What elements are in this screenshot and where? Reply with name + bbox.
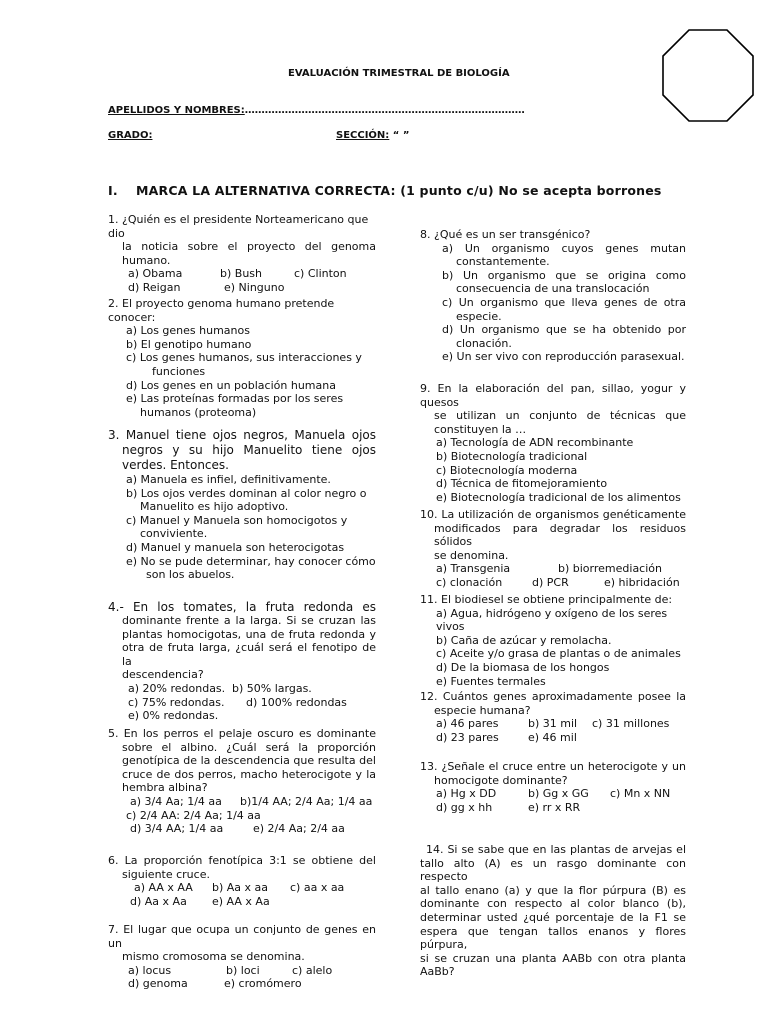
option-b: b) Caña de azúcar y remolacha. [436, 633, 612, 647]
question-stem: mismo cromosoma se denomina. [122, 950, 305, 964]
option-d: d) Técnica de fitomejoramiento [436, 477, 608, 491]
option-d: d) De la biomasa de los hongos [436, 660, 610, 674]
option-d: d) PCR [532, 575, 569, 589]
question-10 [420, 508, 686, 590]
question-stem: plantas homocigotas, una de fruta redonda y [122, 627, 376, 641]
question-stem: 10. La utilización de organismos genéticamente [420, 508, 686, 521]
question-stem: siguiente cruce. [122, 867, 210, 881]
option-c: c) 2/4 AA: 2/4 Aa; 1/4 aa [126, 808, 261, 822]
option-c: c) Mn x NN [610, 787, 671, 801]
question-9 [420, 382, 686, 504]
option-e: e) 46 mil [528, 730, 577, 744]
option-a: a) AA x AA [134, 881, 193, 895]
question-stem: humano. [122, 253, 171, 267]
option-e: e) AA x Aa [212, 894, 270, 908]
question-stem: cruce de dos perros, macho heterocigote y la [122, 767, 376, 781]
option-d: d) 100% redondas [246, 695, 347, 709]
name-line: ………………………………………………………………………… [244, 105, 525, 116]
question-stem: se denomina. [434, 548, 509, 562]
option-e: e) Ninguno [224, 280, 285, 294]
option-c: c) 31 millones [592, 717, 670, 731]
option-b: b) 50% largas. [232, 681, 312, 695]
option-c-cont: conviviente. [140, 527, 208, 541]
question-stem: 2. El proyecto genoma humano pretende conocer: [108, 297, 335, 324]
option-d: d) Aa x Aa [130, 894, 187, 908]
option-b: b) Un organismo que se origina como [442, 268, 686, 282]
option-c: c) 75% redondas. [128, 695, 225, 709]
question-text: determinar usted ¿qué porcentaje de la F1 se [420, 910, 686, 924]
section-title: MARCA LA ALTERNATIVA CORRECTA: (1 punto c/u) No se acepta borrones [136, 183, 662, 198]
question-stem: 5. En los perros el pelaje oscuro es dominante [108, 727, 376, 740]
option-b-cont: consecuencia de una translocación [456, 282, 650, 296]
option-a-cont: constantemente. [456, 255, 550, 269]
option-d: d) Manuel y manuela son heterocigotas [126, 540, 345, 554]
question-stem: 1. ¿Quién es el presidente Norteamericano que dio [108, 213, 369, 240]
question-text: dominante con respecto al color blanco (b), [420, 897, 686, 911]
grade-label: GRADO: [108, 130, 153, 141]
question-stem: verdes. Entonces. [122, 458, 229, 472]
question-1 [108, 213, 376, 295]
option-d: d) Un organismo que se ha obtenido por [442, 323, 686, 337]
option-c: c) Manuel y Manuela son homocigotos y [126, 513, 348, 527]
section-number: I. [108, 183, 118, 198]
question-text: tallo alto (A) es un rasgo dominante con respecto [420, 856, 686, 884]
option-c-cont: especie. [456, 309, 502, 323]
option-b: b) biorremediación [558, 562, 662, 576]
option-b: b)1/4 AA; 2/4 Aa; 1/4 aa [240, 794, 373, 808]
question-stem: 12. Cuántos genes aproximadamente posee la [420, 690, 686, 703]
option-b: b) loci [226, 963, 260, 977]
option-a: a) 46 pares [436, 717, 499, 731]
question-stem: dominante frente a la larga. Si se cruzan las [122, 614, 376, 627]
question-stem: especie humana? [434, 703, 531, 717]
option-a: a) 20% redondas. [128, 681, 226, 695]
question-stem: descendencia? [122, 668, 204, 682]
question-stem: 9. En la elaboración del pan, sillao, yogur y quesos [420, 382, 686, 409]
option-b: b) El genotipo humano [126, 337, 252, 351]
question-stem: modificados para degradar los residuos sólidos [434, 521, 686, 549]
option-c: c) Un organismo que lleva genes de otra [442, 295, 686, 309]
question-stem: hembra albina? [122, 781, 208, 795]
option-a: a) Hg x DD [436, 787, 497, 801]
question-2 [108, 297, 376, 419]
section-value: “ ” [392, 130, 410, 141]
question-3 [108, 428, 376, 582]
option-e: e) Las proteínas formadas por los seres [126, 392, 344, 406]
question-stem: 7. El lugar que ocupa un conjunto de genes en un [108, 923, 376, 950]
option-b: b) Los ojos verdes dominan al color negro o [126, 486, 367, 500]
option-c: c) Los genes humanos, sus interacciones y [126, 351, 362, 365]
option-b: b) Bush [220, 267, 262, 281]
question-stem: genotípica de la descendencia que resulta del [122, 754, 376, 768]
question-text: espera que tengan tallos enanos y flores púrpura, [420, 924, 686, 952]
option-e: e) 0% redondas. [128, 709, 219, 723]
question-stem: 4.- En los tomates, la fruta redonda es [108, 600, 376, 614]
question-stem: 6. La proporción fenotípica 3:1 se obtiene del [108, 854, 376, 867]
option-c: c) clonación [436, 575, 503, 589]
question-stem: constituyen la … [434, 422, 527, 436]
option-c: c) alelo [292, 963, 333, 977]
option-e: e) Un ser vivo con reproducción parasexual. [442, 350, 685, 364]
option-e: e) 2/4 Aa; 2/4 aa [253, 822, 345, 836]
option-d: d) genoma [128, 977, 188, 991]
page-title: EVALUACIÓN TRIMESTRAL DE BIOLOGÍA [288, 68, 510, 79]
question-text: 14. Si se sabe que en las plantas de arvejas el [426, 843, 686, 856]
option-d: d) Reigan [128, 280, 181, 294]
question-stem: otra de fruta larga, ¿cuál será el fenotipo de la [122, 641, 376, 668]
option-a: a) 3/4 Aa; 1/4 aa [130, 794, 222, 808]
question-stem: sobre el albino. ¿Cuál será la proporción [122, 740, 376, 754]
question-12 [420, 690, 686, 744]
option-e: e) Biotecnología tradicional de los alimentos [436, 490, 681, 504]
section-heading [108, 183, 662, 198]
option-e: e) Fuentes termales [436, 674, 546, 688]
option-a: a) Obama [128, 267, 183, 281]
question-stem: 13. ¿Señale el cruce entre un heterocigote y un [420, 760, 686, 773]
question-stem: se utilizan un conjunto de técnicas que [434, 409, 686, 423]
option-b: b) 31 mil [528, 717, 578, 731]
question-11 [420, 593, 686, 688]
question-6 [108, 854, 376, 908]
question-text: al tallo enano (a) y que la flor púrpura (B) es [420, 883, 686, 897]
option-e: e) cromómero [224, 977, 302, 991]
option-d: d) gg x hh [436, 800, 493, 814]
name-row [108, 105, 525, 116]
section-label: SECCIÓN: [336, 130, 390, 141]
option-e-cont: son los abuelos. [146, 568, 235, 582]
section-row [336, 130, 409, 141]
option-e-cont: humanos (proteoma) [140, 405, 257, 419]
option-a: a) Manuela es infiel, definitivamente. [126, 473, 331, 486]
option-a: a) locus [128, 963, 172, 977]
option-b: b) Gg x GG [528, 787, 589, 801]
question-stem: la noticia sobre el proyecto del genoma [122, 240, 376, 254]
option-a: a) Los genes humanos [126, 324, 250, 338]
question-stem: 8. ¿Qué es un ser transgénico? [420, 228, 591, 241]
option-d-cont: clonación. [456, 336, 512, 350]
option-c: c) Clinton [294, 267, 347, 281]
question-14 [420, 843, 686, 979]
option-b: b) Aa x aa [212, 881, 269, 895]
option-d: d) 3/4 AA; 1/4 aa [130, 822, 224, 836]
option-a: a) Tecnología de ADN recombinante [436, 436, 634, 450]
option-c-cont: funciones [152, 364, 206, 378]
option-a: a) Transgenia [436, 562, 511, 576]
question-5 [108, 727, 376, 836]
question-13 [420, 760, 686, 814]
question-text: si se cruzan una planta AABb con otra planta [420, 951, 686, 965]
question-stem: negros y su hijo Manuelito tiene ojos [122, 443, 376, 457]
question-stem: 3. Manuel tiene ojos negros, Manuela ojos [108, 428, 376, 442]
option-e: e) rr x RR [528, 800, 581, 814]
question-7 [108, 923, 376, 991]
question-text: AaBb? [420, 965, 455, 979]
option-d: d) 23 pares [436, 730, 499, 744]
option-e: e) No se pude determinar, hay conocer cómo [126, 554, 376, 568]
octagon-stamp [662, 29, 754, 122]
option-a: a) Un organismo cuyos genes mutan [442, 241, 686, 255]
option-b-cont: Manuelito es hijo adoptivo. [140, 500, 289, 514]
option-a: a) Agua, hidrógeno y oxígeno de los seres vivos [436, 606, 668, 634]
option-d: d) Los genes en un población humana [126, 378, 336, 392]
option-c: c) aa x aa [290, 881, 345, 895]
option-b: b) Biotecnología tradicional [436, 449, 588, 463]
name-label: APELLIDOS Y NOMBRES: [108, 105, 245, 116]
option-e: e) hibridación [604, 575, 680, 589]
question-stem: 11. El biodiesel se obtiene principalmente de: [420, 593, 673, 606]
option-c: c) Biotecnología moderna [436, 463, 578, 477]
option-c: c) Aceite y/o grasa de plantas o de animales [436, 647, 681, 661]
question-4 [108, 600, 376, 723]
question-stem: homocigote dominante? [434, 773, 568, 787]
question-8 [420, 228, 686, 364]
